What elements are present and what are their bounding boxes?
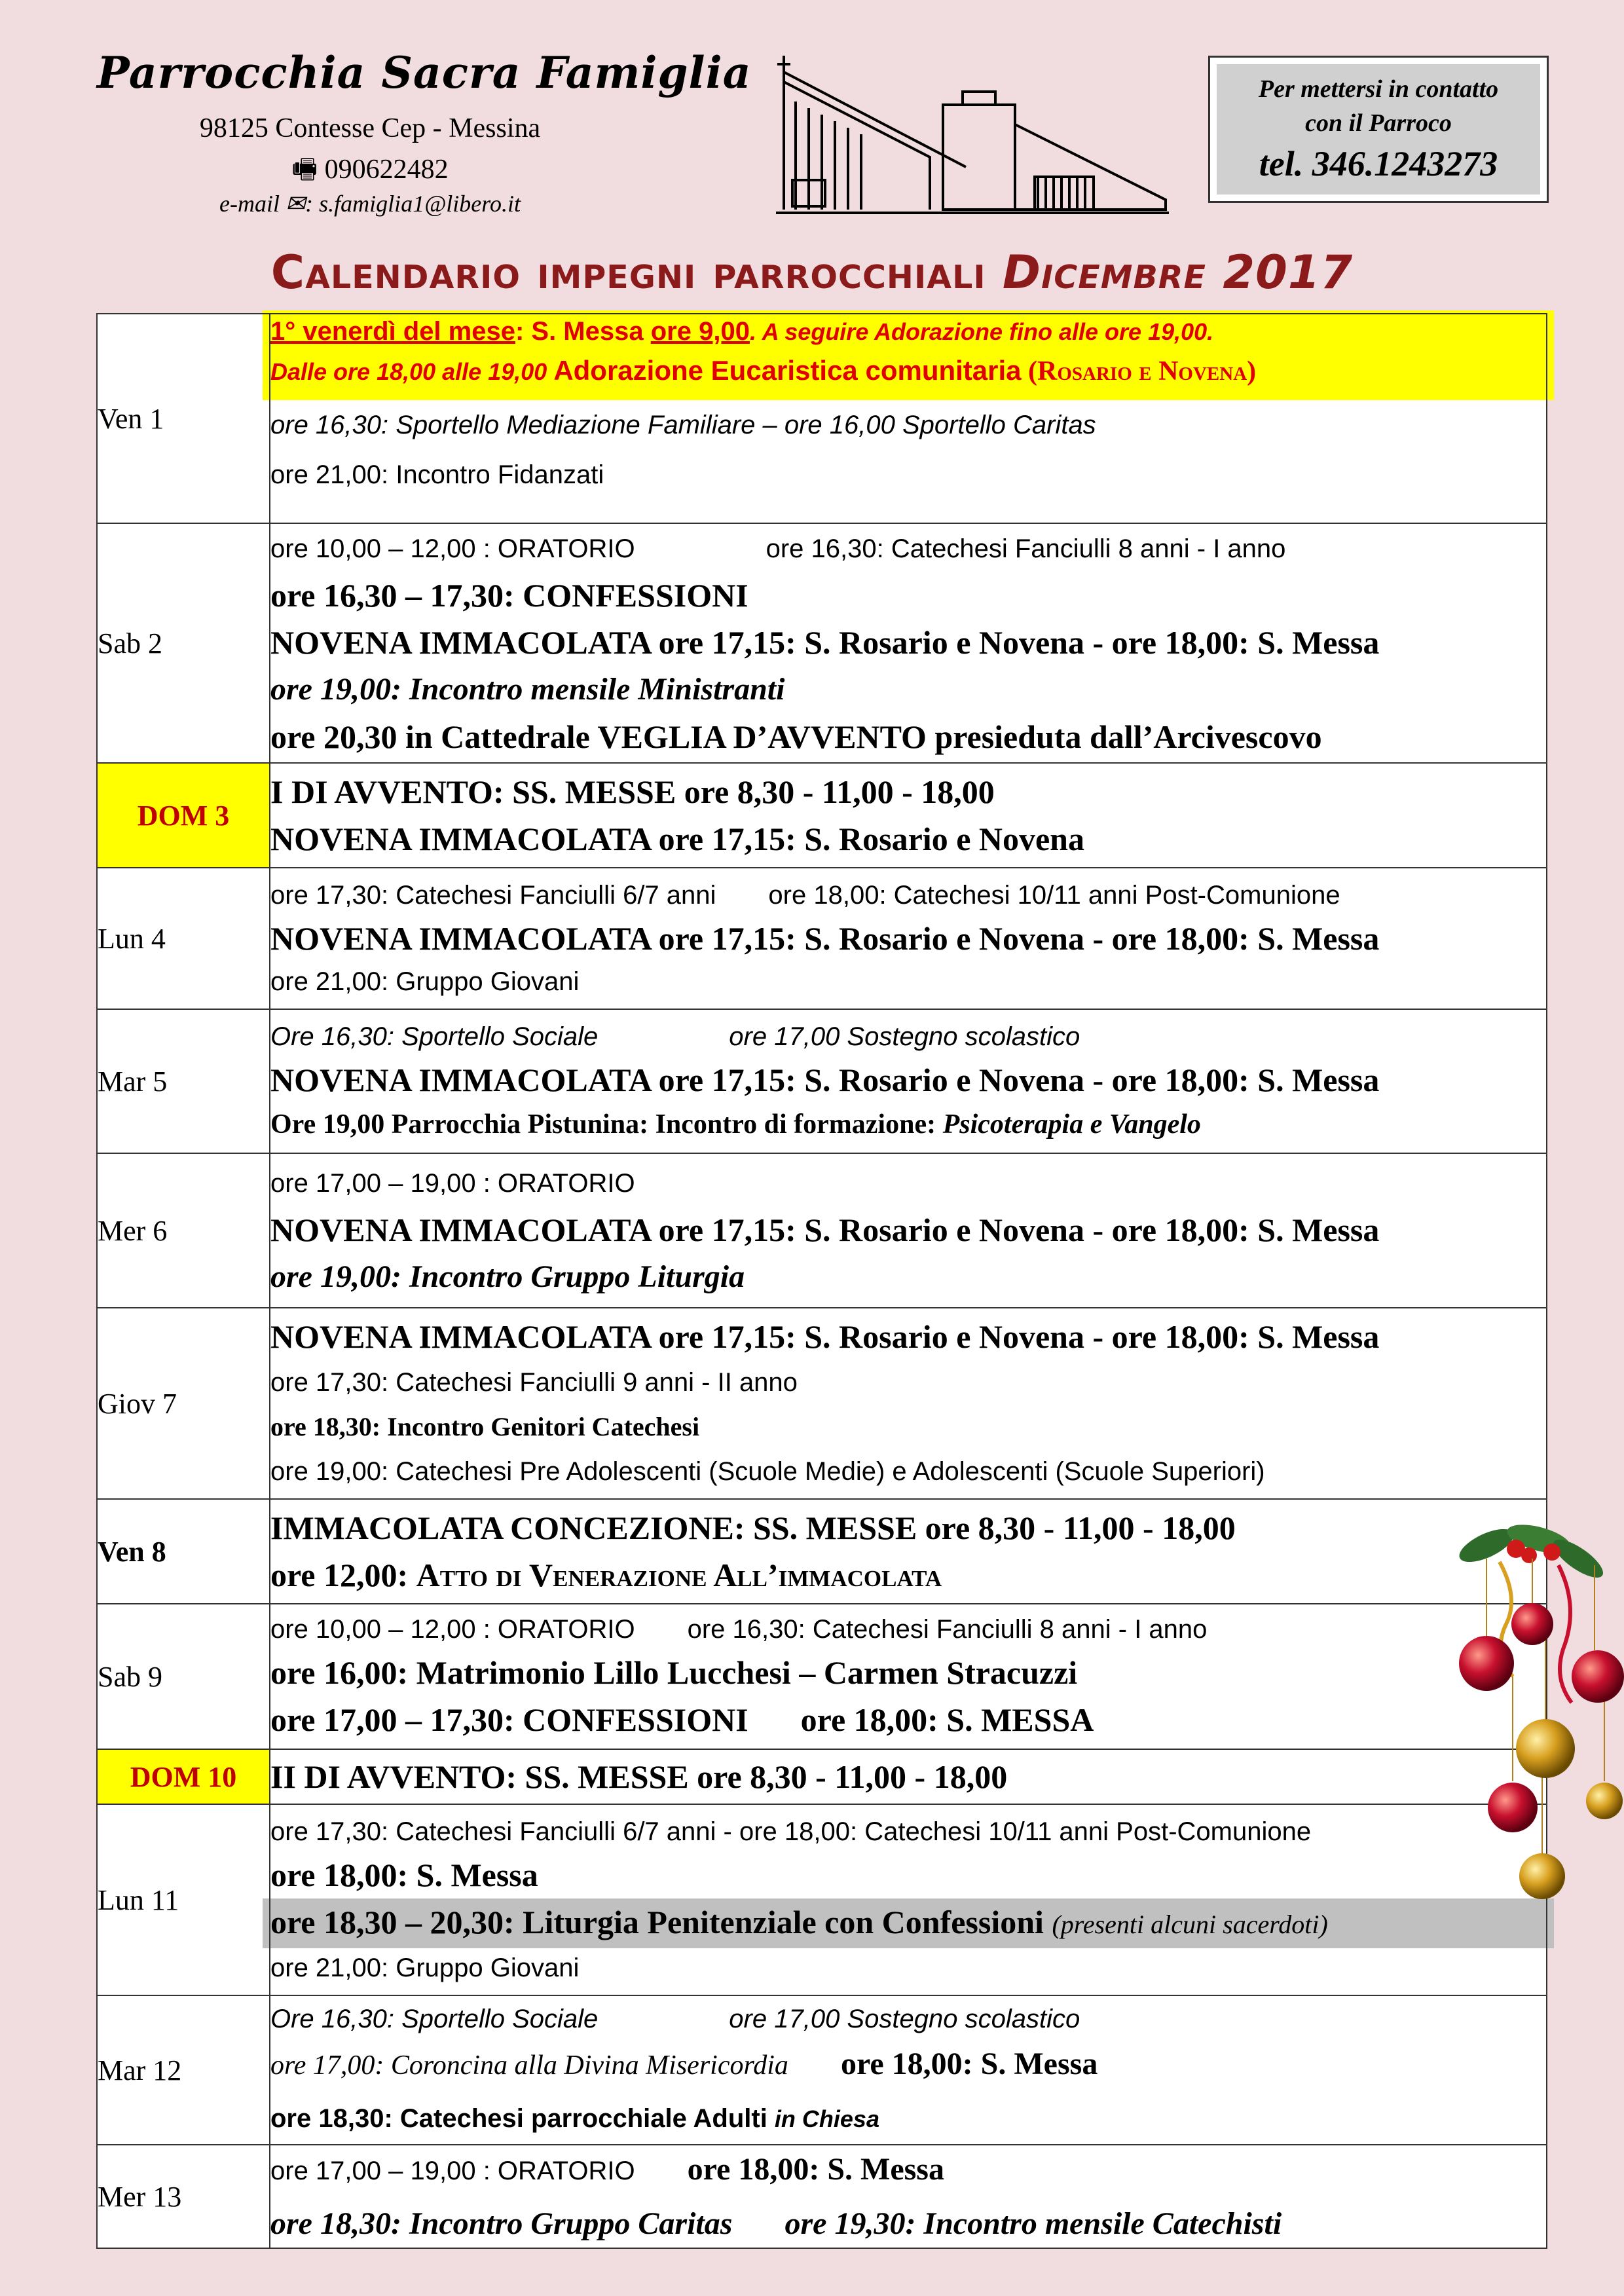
event-text: ore 21,00: Incontro Fidanzati (270, 460, 604, 489)
event-text: ore 19,00: Incontro mensile Ministranti (270, 672, 785, 707)
day-label: Mar 5 (97, 1009, 270, 1153)
table-row (97, 1308, 1547, 1499)
event-text: II DI AVVENTO: SS. MESSE ore 8,30 - 11,00 - 18,00 (270, 1758, 1008, 1795)
event-text: Atto di Venerazione All’immacolata (416, 1557, 942, 1593)
day-events (270, 1995, 1547, 2145)
event-text: Dalle ore 18,00 alle 19,00 (270, 358, 554, 385)
event-text: ore 16,00: Matrimonio Lillo Lucchesi – Carmen Stracuzzi (270, 1654, 1078, 1691)
event-text: NOVENA IMMACOLATA ore 17,15: S. Rosario e Novena - ore 18,00: S. Messa (270, 920, 1380, 957)
title-part-1: Calendario impegni parrocchiali (270, 246, 986, 299)
first-friday-highlight (263, 310, 1554, 400)
day-label-sunday: DOM 3 (97, 763, 270, 868)
contact-telephone[interactable]: tel. 346.1243273 (1259, 143, 1498, 183)
event-text: ore 16,30 – 17,30: CONFESSIONI (270, 577, 748, 614)
fax-icon: 🖷 (291, 155, 318, 185)
event-text: Psicoterapia e Vangelo (942, 1109, 1201, 1139)
day-label: Mer 6 (97, 1153, 270, 1308)
contact-box-inner (1217, 64, 1540, 194)
table-row (97, 1009, 1547, 1153)
event-text: ore 17,00 – 19,00 : ORATORIO (270, 1169, 635, 1198)
envelope-icon: ✉ (286, 191, 306, 217)
event-text: I DI AVVENTO: SS. MESSE ore 8,30 - 11,00 - 18,00 (270, 773, 995, 810)
event-text: ore 12,00: (270, 1557, 416, 1593)
day-events (270, 1804, 1547, 1995)
parish-email[interactable]: s.famiglia1@libero.it (319, 191, 521, 217)
contact-box (1208, 56, 1549, 203)
day-events (270, 2145, 1547, 2248)
red-ornament-icon (1459, 1636, 1514, 1691)
parish-phone-row (0, 149, 740, 196)
event-text: IMMACOLATA CONCEZIONE: SS. MESSE ore 8,30 - 11,00 - 18,00 (270, 1509, 1236, 1546)
event-text: ore 18,30: Catechesi parrocchiale Adulti (270, 2104, 775, 2133)
table-row (97, 763, 1547, 868)
gold-ornament-icon (1586, 1783, 1623, 1819)
penance-highlight (263, 1898, 1554, 1948)
event-text: ore 18,30: Incontro Genitori Catechesi (270, 1412, 700, 1441)
event-text: ore 17,00 Sostegno scolastico (729, 2005, 1080, 2033)
event-text: NOVENA IMMACOLATA ore 17,15: S. Rosario e Novena - ore 18,00: S. Messa (270, 1212, 1380, 1248)
parish-email-row: e-mail ✉: s.famiglia1@libero.it (219, 191, 521, 217)
day-events (270, 868, 1547, 1009)
gold-ornament-icon (1519, 1853, 1565, 1899)
day-events (270, 314, 1547, 523)
event-text: NOVENA IMMACOLATA ore 17,15: S. Rosario e Novena (270, 821, 1084, 857)
table-row (97, 523, 1547, 763)
event-text: ore 20,30 in Cattedrale VEGLIA D’AVVENTO presieduta dall’Arcivescovo (270, 718, 1322, 755)
contact-line-2: con il Parroco (1305, 109, 1452, 137)
event-text: ore 10,00 – 12,00 : ORATORIO (270, 534, 635, 563)
event-text: NOVENA IMMACOLATA ore 17,15: S. Rosario e Novena - ore 18,00: S. Messa (270, 1318, 1380, 1355)
event-text: ore 10,00 – 12,00 : ORATORIO (270, 1615, 635, 1644)
event-text: (presenti alcuni sacerdoti) (1052, 1910, 1328, 1939)
event-text: ore 21,00: Gruppo Giovani (270, 1953, 580, 1982)
table-row (97, 1749, 1547, 1804)
event-text: ore 16,30: Catechesi Fanciulli 8 anni - I anno (766, 534, 1286, 563)
event-text: ore 17,30: Catechesi Fanciulli 6/7 anni (270, 881, 716, 910)
day-events (270, 1009, 1547, 1153)
title-month: Dicembre (1002, 246, 1207, 299)
table-row (97, 2145, 1547, 2248)
table-row (97, 1604, 1547, 1749)
event-text: 1° venerdì del mese (270, 317, 515, 346)
table-row (97, 868, 1547, 1009)
event-text: ore 16,30: Sportello Mediazione Familiare – ore 16,00 Sportello Caritas (270, 411, 1096, 439)
day-label: Ven 8 (97, 1499, 270, 1604)
parish-phone: 090622482 (324, 155, 449, 185)
calendar-title (0, 246, 1624, 299)
table-row (97, 1995, 1547, 2145)
event-text: NOVENA IMMACOLATA ore 17,15: S. Rosario e Novena - ore 18,00: S. Messa (270, 1062, 1380, 1098)
event-text: ore 17,30: Catechesi Fanciulli 9 anni - II anno (270, 1368, 798, 1397)
event-text: ore 19,30: Incontro mensile Catechisti (784, 2206, 1282, 2241)
day-label: Sab 9 (97, 1604, 270, 1749)
event-text: ore 17,30: Catechesi Fanciulli 6/7 anni - ore 18,00: Catechesi 10/11 anni Post-Comunione (270, 1817, 1312, 1846)
event-text: ore 19,00: Incontro Gruppo Liturgia (270, 1259, 745, 1294)
event-text: ore 17,00 Sostegno scolastico (729, 1022, 1080, 1051)
event-text: ore 18,00: Catechesi 10/11 anni Post-Comunione (768, 881, 1340, 910)
day-events (270, 1499, 1547, 1604)
event-text: ore 19,00: Catechesi Pre Adolescenti (Scuole Medie) e Adolescenti (Scuole Superiori) (270, 1457, 1265, 1486)
table-row (97, 314, 1547, 523)
christmas-ornaments-decoration (1441, 1506, 1624, 1899)
day-label: Sab 2 (97, 523, 270, 763)
event-text: Adorazione Eucaristica comunitaria (553, 355, 1022, 386)
day-events (270, 763, 1547, 868)
gold-ornament-icon (1516, 1719, 1575, 1778)
parish-address: 98125 Contesse Cep - Messina (199, 113, 541, 143)
event-text: ore 18,00: S. Messa (840, 2046, 1098, 2081)
red-ornament-icon (1572, 1650, 1624, 1703)
event-text: ore 16,30: Catechesi Fanciulli 8 anni - I anno (687, 1615, 1208, 1644)
event-text: : S. Messa (515, 317, 651, 346)
email-label: e-mail (219, 191, 280, 217)
day-label: Ven 1 (97, 314, 270, 523)
contact-line-1: Per mettersi in contatto (1258, 75, 1499, 103)
parish-name: Parrocchia Sacra Famiglia (97, 47, 752, 98)
title-year: 2017 (1223, 246, 1354, 299)
event-text: ore 9,00 (650, 317, 750, 346)
event-text: (Rosario e Novena) (1021, 356, 1257, 386)
event-text: ore 18,00: S. MESSA (800, 1701, 1094, 1738)
table-row (97, 1499, 1547, 1604)
table-row (97, 1153, 1547, 1308)
event-text: ore 17,00 – 17,30: CONFESSIONI (270, 1701, 748, 1738)
day-label: Lun 4 (97, 868, 270, 1009)
event-text: ore 18,30: Incontro Gruppo Caritas (270, 2206, 733, 2241)
event-text: ore 18,00: S. Messa (270, 1857, 538, 1893)
church-building-drawing (776, 52, 1169, 223)
red-ornament-icon (1488, 1783, 1538, 1832)
day-events (270, 1308, 1547, 1499)
day-events (270, 1604, 1547, 1749)
event-text: Ore 16,30: Sportello Sociale (270, 2005, 599, 2033)
event-text: ore 17,00 – 19,00 : ORATORIO (270, 2156, 635, 2185)
day-label-sunday: DOM 10 (97, 1749, 270, 1804)
event-text: Ore 19,00 Parrocchia Pistunina: Incontro di formazione: (270, 1109, 943, 1139)
event-text: Ore 16,30: Sportello Sociale (270, 1022, 599, 1051)
day-label: Giov 7 (97, 1308, 270, 1499)
event-text: NOVENA IMMACOLATA ore 17,15: S. Rosario e Novena - ore 18,00: S. Messa (270, 624, 1380, 661)
table-row (97, 1804, 1547, 1995)
event-text: ore 21,00: Gruppo Giovani (270, 967, 580, 996)
event-text: ore 18,00: S. Messa (687, 2151, 944, 2187)
day-label: Mar 12 (97, 1995, 270, 2145)
day-events (270, 1153, 1547, 1308)
day-events (270, 1749, 1547, 1804)
event-text: ore 18,30 – 20,30: Liturgia Penitenziale con Confessioni (270, 1904, 1052, 1940)
red-ornament-icon (1511, 1603, 1553, 1645)
event-text: . A seguire Adorazione fino alle ore 19,00. (749, 318, 1214, 345)
event-text: ore 17,00: Coroncina alla Divina Misericordia (270, 2050, 788, 2081)
day-label: Mer 13 (97, 2145, 270, 2248)
day-label: Lun 11 (97, 1804, 270, 1995)
day-events (270, 523, 1547, 763)
calendar-table (96, 313, 1547, 2249)
event-text: in Chiesa (774, 2105, 879, 2132)
